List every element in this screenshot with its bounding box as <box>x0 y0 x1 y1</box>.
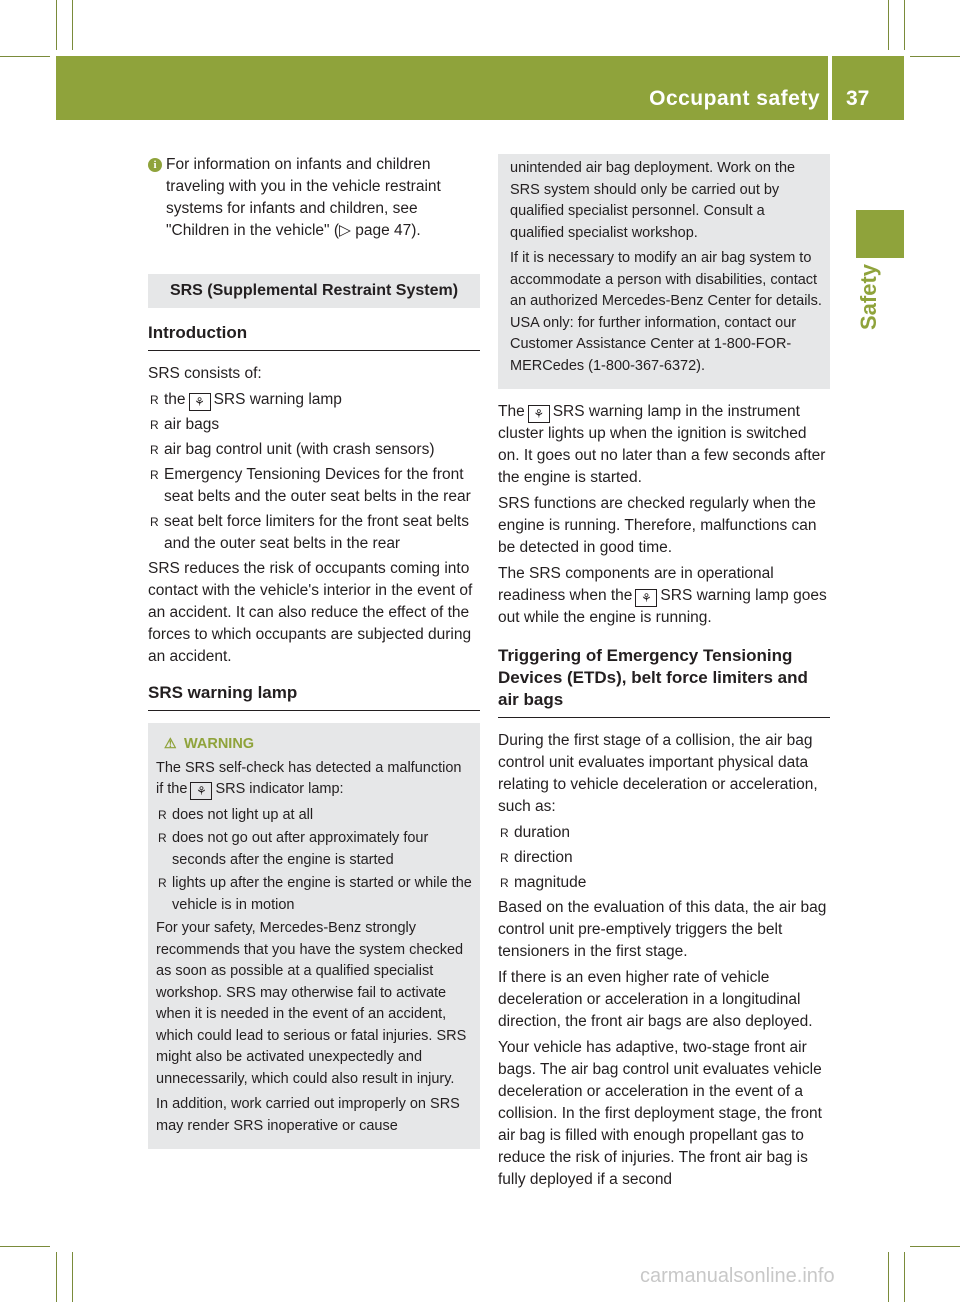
page-number: 37 <box>846 87 870 110</box>
info-note-text: For information on infants and children traveling with you in the vehicle restraint systems for infants and children, see "Children in the vehicle" (▷ page 47). <box>166 156 441 239</box>
factors-list <box>498 822 830 894</box>
right-column <box>498 154 830 1195</box>
crop-mark <box>0 56 50 57</box>
list-item-text: SRS warning lamp <box>213 391 342 408</box>
srs-box-heading: SRS (Supplemental Restraint System) <box>148 274 480 308</box>
list-item-prefix: the <box>164 391 186 408</box>
crop-mark <box>904 1252 905 1302</box>
info-icon: i <box>148 158 162 172</box>
list-item: R direction <box>498 847 830 869</box>
warning-intro-a: The SRS self-check has detected a malfunction if the <box>156 759 462 797</box>
crop-mark <box>0 1246 50 1247</box>
crop-mark <box>72 1252 73 1302</box>
crop-mark <box>910 56 960 57</box>
warning-title-text: WARNING <box>184 736 255 752</box>
warning-paragraph: In addition, work carried out improperly on SRS may render SRS inoperative or cause <box>156 1096 460 1134</box>
warning-box <box>148 723 480 1149</box>
srs-lamp-icon: ⚘ <box>528 405 550 423</box>
warning-continued-box <box>498 154 830 389</box>
introduction-heading: Introduction <box>148 322 480 351</box>
list-item: R air bag control unit (with crash sensors) <box>148 439 480 461</box>
crop-mark <box>888 0 889 50</box>
based-paragraph: Based on the evaluation of this data, the air bag control unit pre-emptively triggers the belt tensioners in the first stage. <box>498 899 827 960</box>
adaptive-paragraph: Your vehicle has adaptive, two-stage front air bags. The air bag control unit evaluates vehicle deceleration or acceleration in the event of a collision. In the first deployment stage, the front air bag is filled with enough propellant gas to reduce the risk of injuries. The front air bag is fully deployed if a second <box>498 1039 822 1188</box>
srs-lamp-icon: ⚘ <box>189 393 211 411</box>
list-item: R air bags <box>148 414 480 436</box>
warning-conditions-list <box>156 805 472 917</box>
warning-title <box>164 733 472 756</box>
warning-paragraph: For your safety, Mercedes-Benz strongly recommends that you have the system checked as soon as possible at a qualified specialist workshop. SRS may otherwise fail to activate when it is needed in the event of an accident, which could lead to serious or fatal injuries. SRS might also be activated unexpectedly and unnecessarily, which could also result in injury. <box>156 920 467 1087</box>
list-item: R Emergency Tensioning Devices for the front seat belts and the outer seat belts in the rear <box>148 464 480 508</box>
warning-intro-b: SRS indicator lamp: <box>215 781 344 797</box>
warning-paragraph: If it is necessary to modify an air bag system to accommodate a person with disabilities, contact an authorized Mercedes-Benz Center for details. USA only: for further information, contact our Customer Assistance Center at 1-800-FOR-MERCedes (1-800-367-6372). <box>510 250 822 374</box>
warning-triangle-icon: ⚠ <box>164 735 177 751</box>
srs-consists-text: SRS consists of: <box>148 365 262 382</box>
watermark: carmanualsonline.info <box>640 1265 835 1287</box>
list-item: R lights up after the engine is started or while the vehicle is in motion <box>156 873 472 916</box>
left-column <box>148 154 480 1149</box>
srs-lamp-icon: ⚘ <box>190 782 212 800</box>
info-note <box>148 154 480 242</box>
header-divider <box>828 56 832 120</box>
crop-mark <box>72 0 73 50</box>
warning-paragraph: unintended air bag deployment. Work on the SRS system should only be carried out by qualified specialist personnel. Consult a qualified specialist workshop. <box>510 160 796 241</box>
side-tab-label: Safety <box>856 263 881 330</box>
higher-rate-paragraph: If there is an even higher rate of vehicle deceleration or acceleration in a longitudinal direction, the front air bags are also deployed. <box>498 969 813 1030</box>
lamp-paragraph-b: SRS warning lamp in the instrument cluster lights up when the ignition is switched on. It goes out no later than a few seconds after the engine is started. <box>498 403 826 486</box>
srs-components-list <box>148 389 480 555</box>
side-tab <box>848 262 912 342</box>
crop-mark <box>56 0 57 50</box>
triggering-heading: Triggering of Emergency Tensioning Devices (ETDs), belt force limiters and air bags <box>498 645 830 718</box>
srs-lamp-icon: ⚘ <box>635 589 657 607</box>
lamp-paragraph-a: The <box>498 403 525 420</box>
crop-mark <box>910 1246 960 1247</box>
list-item: R does not go out after approximately four seconds after the engine is started <box>156 828 472 871</box>
list-item: R does not light up at all <box>156 805 472 827</box>
list-item: R magnitude <box>498 872 830 894</box>
lamp-paragraph <box>498 401 830 489</box>
readiness-paragraph-a: The SRS components are in operational readiness when the <box>498 565 774 604</box>
checked-paragraph: SRS functions are checked regularly when the engine is running. Therefore, malfunctions can be detected in good time. <box>498 495 817 556</box>
warning-lamp-heading: SRS warning lamp <box>148 682 480 711</box>
crop-mark <box>904 0 905 50</box>
readiness-paragraph-b: SRS warning lamp goes out while the engine is running. <box>498 587 827 626</box>
warning-intro <box>156 758 472 801</box>
readiness-paragraph <box>498 563 830 629</box>
list-item: R duration <box>498 822 830 844</box>
section-title: Occupant safety <box>649 87 820 110</box>
crop-mark <box>56 1252 57 1302</box>
side-tab-marker <box>856 210 904 258</box>
first-stage-paragraph: During the first stage of a collision, the air bag control unit evaluates important physical data relating to vehicle deceleration or acceleration, such as: <box>498 732 818 815</box>
list-item <box>148 389 480 411</box>
crop-mark <box>888 1252 889 1302</box>
list-item: R seat belt force limiters for the front seat belts and the outer seat belts in the rear <box>148 511 480 555</box>
srs-reduces-paragraph: SRS reduces the risk of occupants coming into contact with the vehicle's interior in the event of an accident. It can also reduce the effect of the forces to which occupants are subjected during an accident. <box>148 560 473 665</box>
